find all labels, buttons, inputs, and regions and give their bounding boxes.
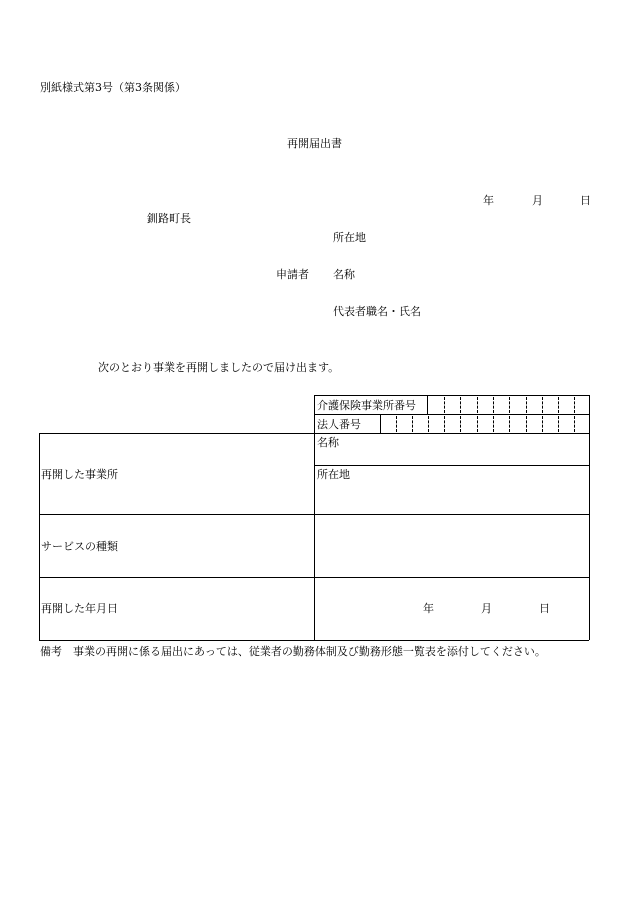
applicant-heading: 申請者 [276,268,309,281]
corporate-number-digit-divider [460,416,461,432]
reopen-date-label: 再開した年月日 [41,602,118,615]
service-type-label: サービスの種類 [41,540,118,553]
corporate-number-digit-divider [509,416,510,432]
note: 備考 事業の再開に係る届出にあっては、従業者の勤務体制及び勤務形態一覧表を添付してください。 [40,645,546,658]
corporate-number-digit-divider [526,416,527,432]
reopen-year: 年 [423,602,434,615]
applicant-address-label: 所在地 [333,231,366,244]
corporate-number-digit-divider [412,416,413,432]
corporate-number-digit-divider [493,416,494,432]
care-number-digit-divider [477,397,478,413]
care-insurance-number-label: 介護保険事業所番号 [317,399,416,412]
office-name-label: 名称 [317,436,339,449]
reopen-month: 月 [481,602,492,615]
office-label: 再開した事業所 [41,468,118,481]
office-address-label: 所在地 [317,468,350,481]
date-day: 日 [580,194,591,207]
care-number-digit-divider [460,397,461,413]
addressee: 釧路町長 [147,212,191,225]
corporate-number-digit-divider [444,416,445,432]
care-number-digit-divider [526,397,527,413]
care-number-digit-divider [493,397,494,413]
care-number-digit-divider [574,397,575,413]
form-number: 別紙様式第3号（第3条関係） [40,81,186,94]
statement: 次のとおり事業を再開しましたので届け出ます。 [98,361,340,374]
corporate-number-digit-divider [574,416,575,432]
applicant-representative-label: 代表者職名・氏名 [333,305,421,318]
corporate-number-digit-divider [542,416,543,432]
corporate-number-digit-divider [558,416,559,432]
date-year: 年 [483,194,494,207]
corporate-number-label: 法人番号 [317,418,361,431]
applicant-name-label: 名称 [333,268,355,281]
care-number-digit-divider [542,397,543,413]
page-title: 再開届出書 [287,137,342,150]
reopen-day: 日 [539,602,550,615]
date-month: 月 [532,194,543,207]
care-number-digit-divider [444,397,445,413]
corporate-number-digit-divider [396,416,397,432]
corporate-number-digit-divider [428,416,429,432]
care-number-digit-divider [509,397,510,413]
care-number-digit-divider [558,397,559,413]
corporate-number-digit-divider [477,416,478,432]
